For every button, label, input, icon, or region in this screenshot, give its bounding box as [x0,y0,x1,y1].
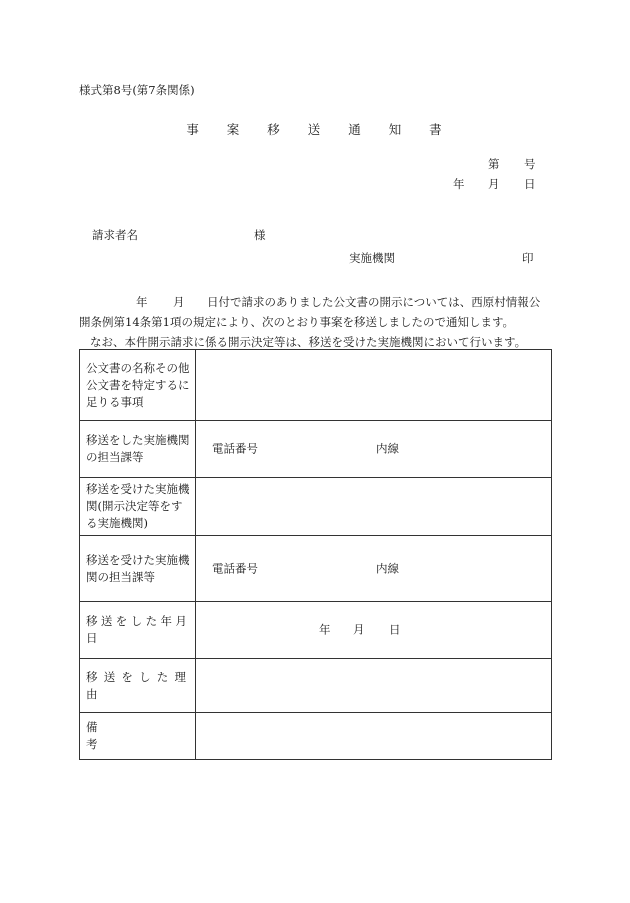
transfer-date-label: 移送をした年月日 [80,602,196,659]
table-row [80,713,552,760]
body-year: 年 [136,295,148,309]
body-month: 月 [173,295,185,309]
extension-label: 内線 [376,441,399,456]
transfer-date-year: 年 [319,622,331,637]
transfer-date-day: 日 [389,622,401,637]
document-title: 事 案 移 送 通 知 書 [186,122,454,137]
transfer-reason-label: 移送をした理由 [80,659,196,713]
document-name-label: 公文書の名称その他公文書を特定するに足りる事項 [80,350,196,421]
document-number-prefix: 第 [488,157,500,171]
document-name-field[interactable] [196,350,552,421]
receiving-dept-label: 移送を受けた実施機関の担当課等 [80,536,196,602]
transfer-date-field[interactable] [196,602,552,659]
issue-date-month: 月 [488,177,500,191]
document-number-suffix: 号 [524,157,536,171]
phone-label: 電話番号 [212,441,258,456]
receiving-dept-field[interactable] [196,536,552,602]
transferring-dept-field[interactable] [196,421,552,478]
form-number: 様式第8号(第7条関係) [79,83,195,97]
issue-date-day: 日 [524,177,536,191]
table-row [80,421,552,478]
table-row [80,602,552,659]
receiving-org-label: 移送を受けた実施機関(開示決定等をする実施機関) [80,478,196,536]
transfer-date-month: 月 [353,622,365,637]
table-row [80,659,552,713]
issuer-label: 実施機関 [349,251,395,265]
phone-label: 電話番号 [212,561,258,575]
extension-label: 内線 [376,561,399,575]
remarks-label: 備考 [80,713,196,760]
receiving-org-field[interactable] [196,478,552,536]
seal-mark: 印 [522,251,534,265]
remarks-field[interactable] [196,713,552,760]
transfer-reason-field[interactable] [196,659,552,713]
body-paragraph-line-3: なお、本件開示請求に係る開示決定等は、移送を受けた実施機関において行います。 [90,335,527,349]
table-row [80,536,552,602]
issue-date-year: 年 [453,177,465,191]
requester-name-label: 請求者名 [92,228,138,242]
transfer-info-table [79,349,552,760]
transferring-dept-label: 移送をした実施機関の担当課等 [80,421,196,478]
table-row [80,478,552,536]
body-paragraph-line-2: 開条例第14条第1項の規定により、次のとおり事案を移送しましたので通知します。 [79,315,515,329]
requester-honorific: 様 [254,228,266,242]
table-row [80,350,552,421]
body-line-1-text: 日付で請求のありました公文書の開示については、西原村情報公 [207,295,541,309]
